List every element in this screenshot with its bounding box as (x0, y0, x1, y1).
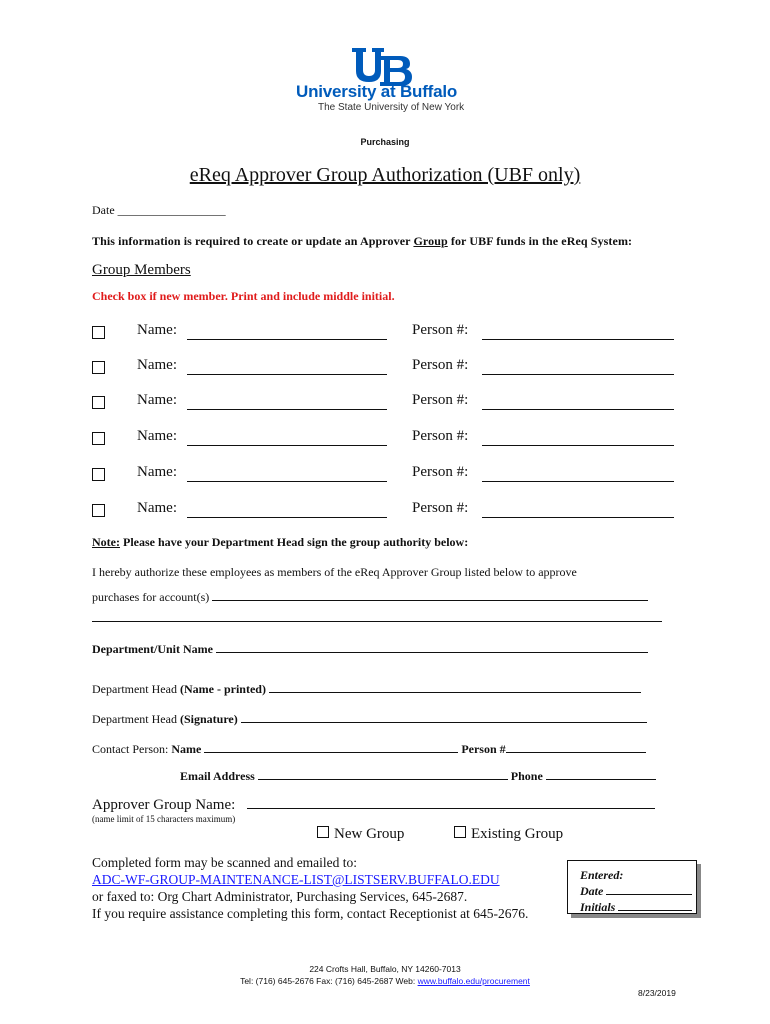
member-row (92, 322, 692, 346)
entered-date-field[interactable]: Date (580, 883, 696, 899)
name-field[interactable] (187, 481, 387, 482)
name-field[interactable] (187, 374, 387, 375)
person-number-label: Person #: (412, 322, 469, 338)
name-label: Name: (137, 322, 177, 338)
new-group-checkbox[interactable]: New Group (317, 826, 404, 843)
new-member-checkbox[interactable] (92, 468, 105, 481)
accounts-field[interactable]: purchases for account(s) (92, 590, 648, 605)
person-number-field[interactable] (482, 445, 674, 446)
authorization-statement: I hereby authorize these employees as members of the eReq Approver Group listed below to approve (92, 565, 577, 579)
contact-person-field[interactable]: Contact Person: Name Person # (92, 742, 646, 757)
department-head-name-field[interactable]: Department Head (Name - printed) (92, 682, 641, 697)
group-members-heading: Group Members (92, 262, 191, 278)
date-field[interactable] (92, 203, 226, 218)
name-field[interactable] (187, 445, 387, 446)
member-row (92, 357, 692, 381)
department-unit-field[interactable]: Department/Unit Name (92, 642, 648, 657)
submission-instructions: Completed form may be scanned and emailed to: ADC-WF-GROUP-MAINTENANCE-LIST@LISTSERV.BUFFALO.EDU or faxed to: Org Chart Administrator, Purchasing Services, 645-2687. If you require assistance completing this form, contact Receptionist at 645-2676. (92, 855, 529, 921)
name-field[interactable] (187, 339, 387, 340)
info-statement: This information is required to create or update an Approver Group for UBF funds in the eReq System: (92, 234, 633, 248)
person-number-label: Person #: (412, 500, 469, 516)
person-number-field[interactable] (482, 374, 674, 375)
name-limit-note: (name limit of 15 characters maximum) (92, 814, 236, 824)
member-row (92, 464, 692, 488)
university-name: University at Buffalo (296, 82, 458, 101)
submission-email-link[interactable]: ADC-WF-GROUP-MAINTENANCE-LIST@LISTSERV.BUFFALO.EDU (92, 872, 500, 887)
approver-group-name-field[interactable]: Approver Group Name: (92, 796, 655, 814)
note-text: Note: Please have your Department Head sign the group authority below: (92, 535, 469, 549)
name-label: Name: (137, 464, 177, 480)
name-label: Name: (137, 500, 177, 516)
entered-initials-field[interactable]: Initials (580, 899, 696, 915)
existing-group-checkbox[interactable]: Existing Group (454, 826, 563, 843)
name-label: Name: (137, 428, 177, 444)
footer-contact: Tel: (716) 645-2676 Fax: (716) 645-2687 Web: www.buffalo.edu/procurement (240, 976, 530, 986)
new-member-checkbox[interactable] (92, 326, 105, 339)
person-number-field[interactable] (482, 517, 674, 518)
person-number-label: Person #: (412, 357, 469, 373)
email-phone-field[interactable]: Email Address Phone (180, 769, 656, 784)
footer-web-link[interactable]: www.buffalo.edu/procurement (417, 976, 530, 986)
member-row (92, 500, 692, 524)
name-label: Name: (137, 357, 177, 373)
name-field[interactable] (187, 409, 387, 410)
person-number-field[interactable] (482, 481, 674, 482)
footer-address: 224 Crofts Hall, Buffalo, NY 14260-7013 (309, 964, 461, 974)
person-number-label: Person #: (412, 392, 469, 408)
person-number-field[interactable] (482, 339, 674, 340)
revision-date: 8/23/2019 (638, 988, 676, 998)
page-title: eReq Approver Group Authorization (UBF only) (189, 164, 581, 186)
university-subtitle: The State University of New York (318, 102, 465, 113)
department-head-signature-field[interactable]: Department Head (Signature) (92, 712, 647, 727)
member-instruction: Check box if new member. Print and include middle initial. (92, 289, 395, 303)
person-number-label: Person #: (412, 428, 469, 444)
person-number-field[interactable] (482, 409, 674, 410)
accounts-continuation-line[interactable] (92, 621, 662, 622)
person-number-label: Person #: (412, 464, 469, 480)
department-label: Purchasing (360, 137, 410, 147)
new-member-checkbox[interactable] (92, 361, 105, 374)
name-field[interactable] (187, 517, 387, 518)
approver-group-name-label: Approver Group Name (92, 797, 232, 813)
name-label: Name: (137, 392, 177, 408)
new-member-checkbox[interactable] (92, 396, 105, 409)
entered-label: Entered: (580, 868, 624, 882)
new-member-checkbox[interactable] (92, 504, 105, 517)
date-label: Date (92, 203, 115, 217)
member-row (92, 428, 692, 452)
date-blank: __________________ (117, 203, 226, 217)
member-row (92, 392, 692, 416)
new-member-checkbox[interactable] (92, 432, 105, 445)
office-use-box (567, 860, 697, 914)
